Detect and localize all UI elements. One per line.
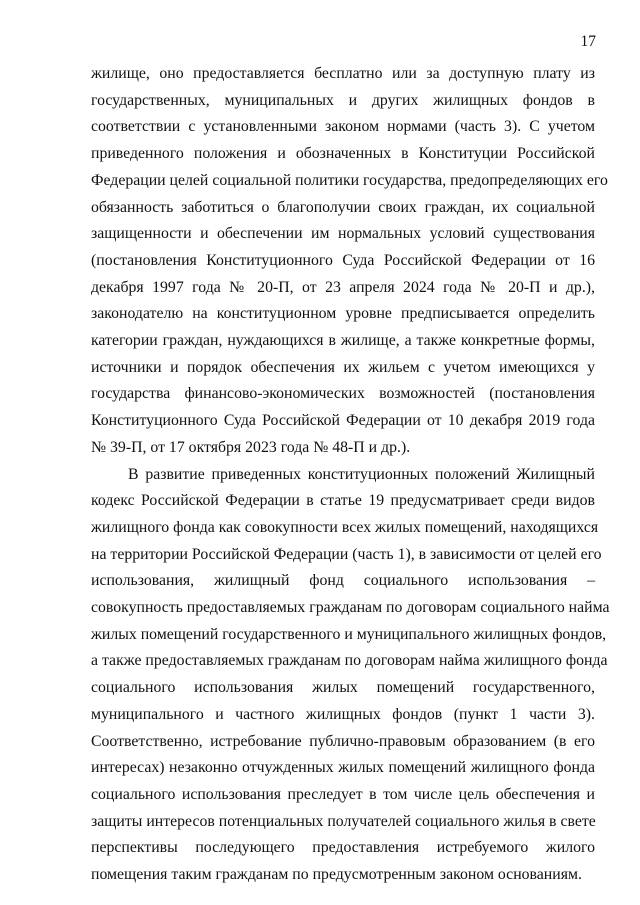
text-line: (постановления Конституционного Суда Российской Федерации от 16 xyxy=(91,251,595,269)
text-line: кодекс Российской Федерации в статье 19 предусматривает среди видов xyxy=(91,492,595,510)
text-line: законодателю на конституционном уровне предписывается определить xyxy=(91,305,595,323)
text-line: государственных, муниципальных и других жилищных фондов в xyxy=(91,91,595,109)
text-line: соответствии с установленными законом нормами (часть 3). С учетом xyxy=(91,118,595,136)
text-line: защищенности и обеспечении им нормальных условий существования xyxy=(91,225,595,243)
text-line: жилищного фонда как совокупности всех жилых помещений, находящихся xyxy=(91,518,599,536)
text-line: на территории Российской Федерации (часть 1), в зависимости от целей его xyxy=(91,545,602,563)
text-line: совокупность предоставляемых гражданам по договорам социального найма xyxy=(91,599,610,617)
text-line: обязанность заботиться о благополучии своих граждан, их социальной xyxy=(91,198,595,216)
text-line: государства финансово-экономических возможностей (постановления xyxy=(91,385,595,403)
text-line: муниципального и частного жилищных фондов (пункт 1 части 3). xyxy=(91,705,595,723)
text-line: категории граждан, нуждающихся в жилище, а также конкретные формы, xyxy=(91,332,595,350)
text-line: социального использования преследует в том числе цель обеспечения и xyxy=(91,785,595,803)
text-line: Конституционного Суда Российской Федерации от 10 декабря 2019 года xyxy=(91,412,595,430)
text-line: Федерации целей социальной политики государства, предопределяющих его xyxy=(91,171,608,189)
text-line: интересах) незаконно отчужденных жилых помещений жилищного фонда xyxy=(91,759,595,777)
text-line: социального использования жилых помещений государственного, xyxy=(91,679,595,697)
text-line: приведенного положения и обозначенных в Конституции Российской xyxy=(91,145,595,163)
text-line: помещения таким гражданам по предусмотренным законом основаниям. xyxy=(91,866,582,884)
text-line: В развитие приведенных конституционных положений Жилищный xyxy=(128,465,595,483)
text-line: № 39-П, от 17 октября 2023 года № 48-П и др.). xyxy=(91,438,411,456)
text-line: а также предоставляемых гражданам по договорам найма жилищного фонда xyxy=(91,652,608,670)
text-line: жилых помещений государственного и муниципального жилищных фондов, xyxy=(91,625,607,643)
text-line: перспективы последующего предоставления истребуемого жилого xyxy=(91,839,595,857)
page-number: 17 xyxy=(580,33,596,50)
text-line: источники и порядок обеспечения их жильем с учетом имеющихся у xyxy=(91,358,595,376)
text-line: жилище, оно предоставляется бесплатно или за доступную плату из xyxy=(91,65,595,82)
text-line: защиты интересов потенциальных получателей социального жилья в свете xyxy=(91,812,596,830)
text-line: использования, жилищный фонд социального использования – xyxy=(91,572,595,590)
text-line: Соответственно, истребование публично-правовым образованием (в его xyxy=(91,732,595,750)
body-text xyxy=(91,61,610,889)
text-line: декабря 1997 года № 20-П, от 23 апреля 2024 года № 20-П и др.), xyxy=(91,278,595,296)
